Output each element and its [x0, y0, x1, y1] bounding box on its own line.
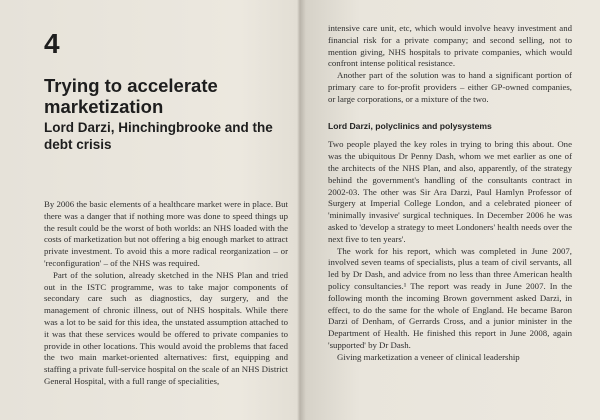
paragraph: Another part of the solution was to hand a significant portion of primary care to for-profit providers – either GP-owned companies, or large corporations, or a mixture of the two.: [328, 70, 572, 104]
right-page: [300, 0, 600, 420]
paragraph: By 2006 the basic elements of a healthcare market were in place. But there was a danger that if nothing more was done to speed things up the result could be the worst of both worlds: an NHS loaded with the costs of marketization but not offering a big enough market to attract private investment. To avoid this a more radical reorganization – or 'reconfiguration' – of the NHS was required.: [44, 199, 288, 268]
paragraph: intensive care unit, etc, which would involve heavy investment and financial risk for a private company; and second selling, not to mention giving, NHS hospitals to private companies, which would confront intense political resistance.: [328, 23, 572, 69]
paragraph: Two people played the key roles in trying to bring this about. One was the ubiquitous Dr Penny Dash, whom we met earlier as one of the architects of the NHS Plan, and also, apparently, of the strategy behind the government's handling of the consultants contract in 2002-03. The other was Sir Ara Darzi, Paul Hamlyn Professor of Surgery at Imperial College London, and a celebrated pioneer of 'minimally invasive' surgical techniques. In December 2006 he was asked to 'develop a strategy to meet Londoners' health needs over the next five to ten years'.: [328, 139, 572, 244]
paragraph: Part of the solution, already sketched in the NHS Plan and tried out in the ISTC programme, was to take major components of secondary care such as diagnostics, day surgery, and the management of chronic illness, out of NHS hospitals. While there was a lot to be said for this idea, the unstated assumption attached to it was that these services would be offered to private companies to provide in other locations. This would avoid the problems that faced the two main market-oriented alternatives: first, equipping and staffing a private full-service hospital on the scale of an NHS District General Hospital, with a full range of specialities,: [44, 269, 288, 386]
left-body-text: [44, 199, 288, 388]
chapter-number: 4: [44, 28, 60, 59]
chapter-subtitle: Lord Darzi, Hinchingbrooke and the debt crisis: [44, 120, 273, 152]
paragraph: Giving marketization a veneer of clinical leadership: [337, 351, 520, 362]
paragraph: The work for his report, which was completed in June 2007, involved seven teams of specialists, plus a team of civil servants, all led by Dr Dash, and advice from no less than three American health policy consultancies.¹ The report was ready in June 2007. In the following month the incoming Brown government asked Darzi, in effect, to do the same for the whole of England. He became Baron Darzi of Denham, of Gerrards Cross, and a junior minister in the Department of Health. He finished this report in June 2008, again 'supported' by Dr Dash.: [328, 245, 572, 350]
right-body-text: [328, 23, 572, 364]
section-heading: Lord Darzi, polyclinics and polysystems: [328, 120, 492, 131]
chapter-title: Trying to accelerate marketization: [44, 75, 218, 117]
